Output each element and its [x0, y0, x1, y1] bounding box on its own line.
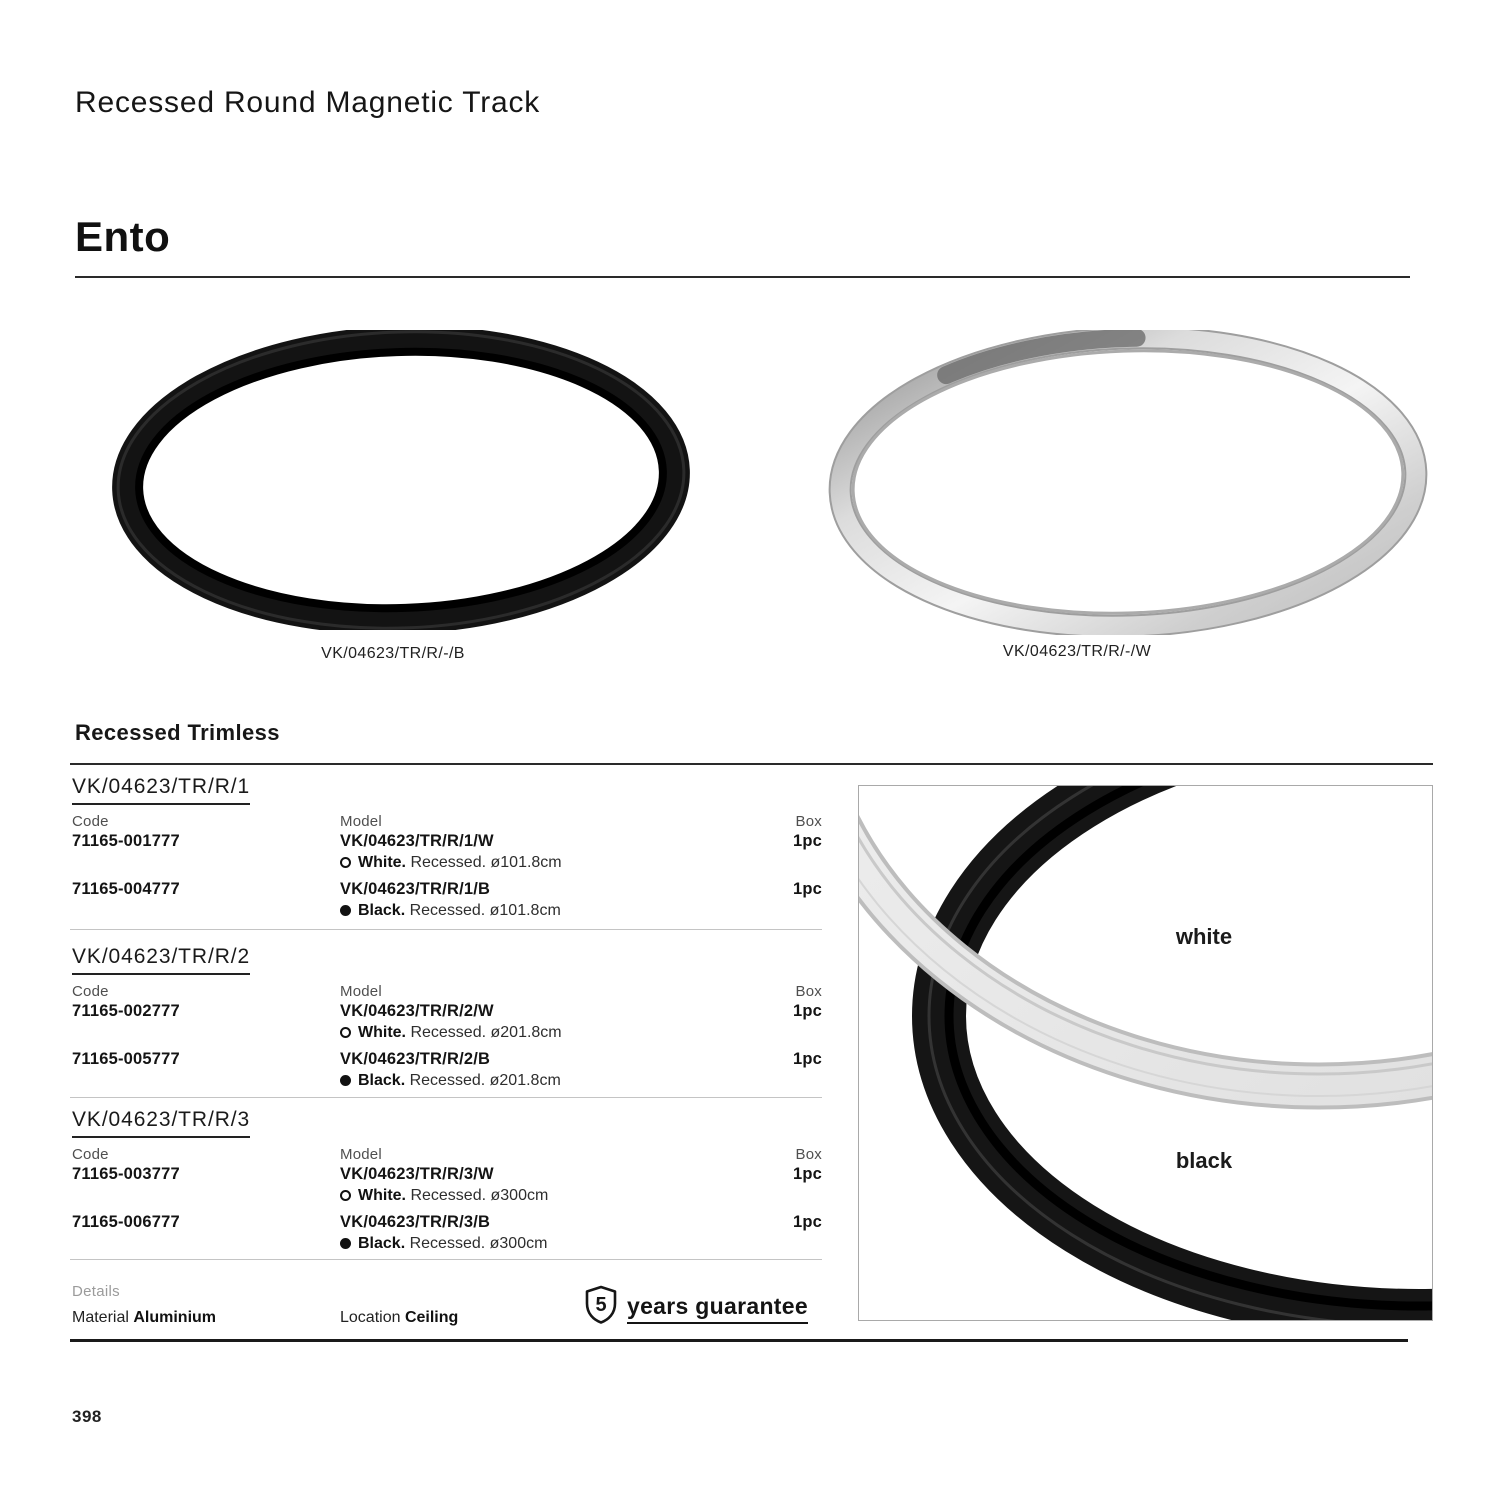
product-code: 71165-004777 — [72, 880, 180, 898]
product-desc: Recessed. ø101.8cm — [410, 854, 562, 871]
product-model: VK/04623/TR/R/1/B — [340, 880, 491, 898]
location-value: Ceiling — [404, 1309, 459, 1326]
model-column-label: Model — [340, 813, 382, 830]
box-qty: 1pc — [792, 1213, 822, 1231]
product-variant-line — [340, 854, 562, 872]
row-separator — [70, 929, 822, 930]
product-color: White. — [358, 1024, 406, 1041]
page-number: 398 — [72, 1407, 102, 1426]
code-column-label: Code — [72, 1146, 109, 1163]
product-color: White. — [358, 854, 406, 871]
product-color: Black. — [358, 902, 406, 919]
hero-caption-white: VK/04623/TR/R/-/W — [1002, 643, 1152, 660]
white-circle-icon — [340, 1190, 351, 1201]
black-circle-icon — [340, 905, 351, 916]
code-column-label: Code — [72, 983, 109, 1000]
product-code: 71165-005777 — [72, 1050, 180, 1068]
box-column-label: Box — [795, 1146, 822, 1163]
box-qty: 1pc — [792, 1165, 822, 1183]
product-desc: Recessed. ø300cm — [409, 1235, 548, 1252]
product-variant-line — [340, 902, 561, 920]
hero-ring-black-image — [108, 330, 693, 630]
guarantee-shield-icon — [581, 1284, 621, 1326]
box-qty: 1pc — [792, 880, 822, 898]
location-line — [340, 1309, 458, 1327]
white-circle-icon — [340, 1027, 351, 1038]
product-variant-line — [340, 1024, 562, 1042]
product-model: VK/04623/TR/R/3/W — [340, 1165, 494, 1183]
group-heading: VK/04623/TR/R/3 — [72, 1108, 250, 1138]
material-label: Material — [72, 1309, 129, 1326]
model-column-label: Model — [340, 1146, 382, 1163]
bottom-rule — [70, 1339, 1408, 1342]
code-column-label: Code — [72, 813, 109, 830]
panel-label-black: black — [1175, 1148, 1233, 1173]
product-variant-line — [340, 1235, 547, 1253]
panel-label-white: white — [1175, 924, 1233, 949]
variant-panel — [858, 785, 1433, 1321]
guarantee-text: years guarantee — [627, 1293, 808, 1324]
product-color: White. — [358, 1187, 406, 1204]
box-qty: 1pc — [792, 1050, 822, 1068]
product-color: Black. — [358, 1072, 406, 1089]
header-rule — [75, 276, 1410, 278]
product-model: VK/04623/TR/R/1/W — [340, 832, 494, 850]
model-column-label: Model — [340, 983, 382, 1000]
product-model: VK/04623/TR/R/2/B — [340, 1050, 491, 1068]
row-separator — [70, 1097, 822, 1098]
product-code: 71165-002777 — [72, 1002, 180, 1020]
product-code: 71165-006777 — [72, 1213, 180, 1231]
group-heading: VK/04623/TR/R/1 — [72, 775, 250, 805]
variant-rings-image — [859, 786, 1432, 1320]
box-qty: 1pc — [792, 832, 822, 850]
product-model: VK/04623/TR/R/2/W — [340, 1002, 494, 1020]
product-code: 71165-003777 — [72, 1165, 180, 1183]
details-label: Details — [72, 1283, 120, 1300]
product-model: VK/04623/TR/R/3/B — [340, 1213, 491, 1231]
location-label: Location — [340, 1309, 401, 1326]
box-column-label: Box — [795, 983, 822, 1000]
section-rule — [70, 763, 1433, 765]
material-line — [72, 1309, 216, 1327]
product-desc: Recessed. ø300cm — [410, 1187, 549, 1204]
section-title: Recessed Trimless — [75, 720, 280, 745]
product-variant-line — [340, 1187, 548, 1205]
product-variant-line — [340, 1072, 561, 1090]
hero-ring-white-image — [828, 330, 1428, 635]
page-title: Recessed Round Magnetic Track — [75, 86, 541, 119]
box-qty: 1pc — [792, 1002, 822, 1020]
product-code: 71165-001777 — [72, 832, 180, 850]
black-circle-icon — [340, 1075, 351, 1086]
hero-caption-black: VK/04623/TR/R/-/B — [321, 645, 465, 662]
row-separator — [70, 1259, 822, 1260]
product-color: Black. — [358, 1235, 406, 1252]
guarantee-badge-number: 5 — [595, 1294, 607, 1316]
material-value: Aluminium — [133, 1309, 217, 1326]
product-name: Ento — [75, 213, 171, 260]
group-heading: VK/04623/TR/R/2 — [72, 945, 250, 975]
product-desc: Recessed. ø101.8cm — [409, 902, 561, 919]
white-circle-icon — [340, 857, 351, 868]
black-circle-icon — [340, 1238, 351, 1249]
product-desc: Recessed. ø201.8cm — [410, 1024, 562, 1041]
product-desc: Recessed. ø201.8cm — [409, 1072, 561, 1089]
box-column-label: Box — [795, 813, 822, 830]
